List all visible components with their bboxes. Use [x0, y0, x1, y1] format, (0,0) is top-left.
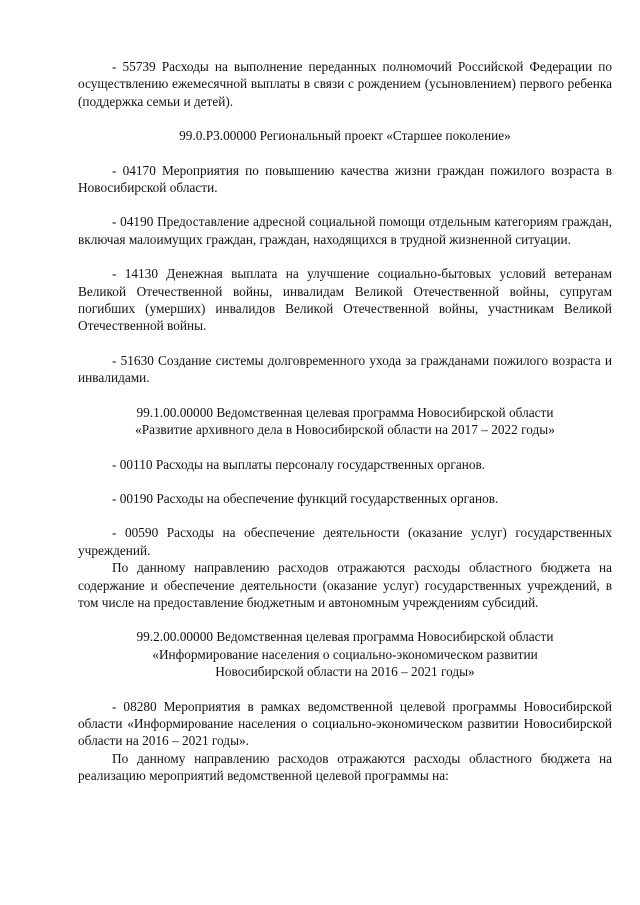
paragraph-00590: - 00590 Расходы на обеспечение деятельности (оказание услуг) государственных учреждений.: [78, 525, 612, 558]
paragraph-04190: - 04190 Предоставление адресной социальной помощи отдельным категориям граждан, включая малоимущих граждан, граждан, находящихся в трудной жизненной ситуации.: [78, 214, 612, 247]
paragraph-55739: - 55739 Расходы на выполнение переданных полномочий Российской Федерации по осуществлению ежемесячной выплаты в связи с рождением (усыновлением) первого ребенка (поддержка семьи и детей).: [78, 59, 612, 109]
heading-program-archive-line2: «Развитие архивного дела в Новосибирской области на 2017 – 2022 годы»: [135, 422, 555, 438]
paragraph-14130: - 14130 Денежная выплата на улучшение социально-бытовых условий ветеранам Великой Отечественной войны, инвалидам Великой Отечественной войны, супругам погибших (умерших) инвалидов Великой Отечественной войны, участникам Великой Отечественной войны.: [78, 266, 612, 334]
heading-program-informing-line1: 99.2.00.00000 Ведомственная целевая программа Новосибирской области: [136, 629, 554, 645]
paragraph-04170: - 04170 Мероприятия по повышению качества жизни граждан пожилого возраста в Новосибирской области.: [78, 162, 612, 196]
paragraph-00590-note: По данному направлению расходов отражаются расходы областного бюджета на содержание и обеспечение деятельности (оказание услуг) государственных учреждений, в том числе на предоставление бюджетным и автономным учреждениям субсидий.: [78, 560, 612, 610]
heading-program-informing-line2: «Информирование населения о социально-экономическом развитии: [152, 646, 538, 662]
paragraph-00110: - 00110 Расходы на выплаты персоналу государственных органов.: [112, 456, 486, 472]
paragraph-00190: - 00190 Расходы на обеспечение функций государственных органов.: [112, 490, 499, 506]
heading-program-informing-line3: Новосибирской области на 2016 – 2021 годы»: [215, 664, 475, 680]
document-page: [78, 58, 612, 785]
paragraph-08280-note: По данному направлению расходов отражаются расходы областного бюджета на реализацию мероприятий ведомственной целевой программы на:: [78, 750, 612, 784]
paragraph-08280: - 08280 Мероприятия в рамках ведомственной целевой программы Новосибирской области «Информирование населения о социально-экономическом развитии Новосибирской области на 2016 – 2021 годы».: [78, 698, 612, 749]
heading-program-archive-line1: 99.1.00.00000 Ведомственная целевая программа Новосибирской области: [136, 404, 554, 420]
heading-regional-project: 99.0.P3.00000 Региональный проект «Старшее поколение»: [179, 128, 511, 144]
paragraph-51630: - 51630 Создание системы долговременного ухода за гражданами пожилого возраста и инвалидами.: [78, 352, 612, 386]
